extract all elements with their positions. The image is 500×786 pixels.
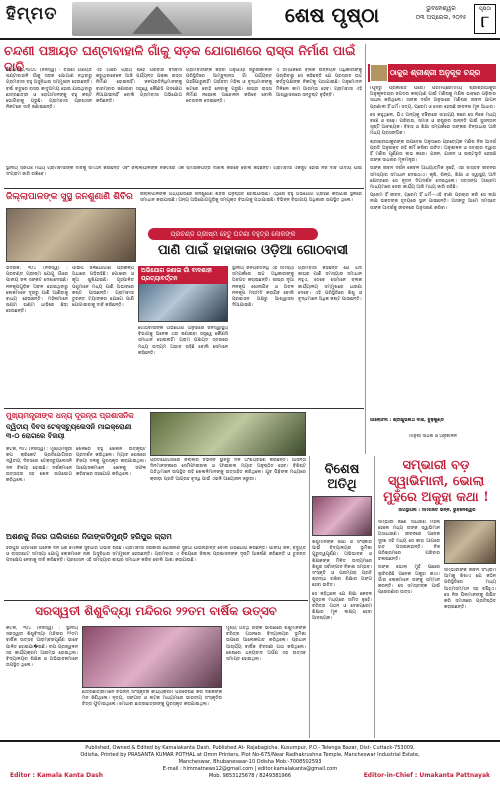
top-story-column-4: ଏ ସମ୍ପର୍କରେ ବ୍ଲକ ଉନ୍ନୟନ ଅଧିକାରୀଙ୍କୁ ପଚାରିବାରୁ ସେ କହିଛନ୍ତି ଯେ ପ୍ରସ୍ତାବ ଉଚ୍ଚ କର୍ତ୍ତୃପକ୍ଷଙ୍କ ନିକଟକୁ ପଠାଯାଇଛି। ଅନୁମୋଦନ ମିଳିଲେ କାମ ଆରମ୍ଭ ହେବ। ଗ୍ରାମବାସୀ ଏହି ଆଶ୍ୱାସନାରେ ସନ୍ତୁଷ୍ଟ ନୁହଁନ୍ତି। (276, 68, 362, 98)
mobile-line: Mob. 9853125678 / 8249381966 (208, 773, 292, 779)
page-number-box (474, 4, 496, 34)
top-story-continuation: ସ୍ଥାନୀୟ ସରପଞ୍ଚ ମଧ୍ୟ ଗ୍ରାମବାସୀଙ୍କ ଦାବିକୁ ସମର୍ଥନ କରିଛନ୍ତି ଏବଂ ଜିଲ୍ଲାପାଳଙ୍କ ନିକଟରେ ଏକ ସ୍ମାରକପତ୍ର ଦାଖଲ କରିବେ ବୋଲି କହିଛନ୍ତି। ଗ୍ରାମବାସୀ ଏକଜୁଟ ହୋଇ ନିଜ ଦାବି ଆଦାୟ ପାଇଁ ସଂଗ୍ରାମ ଜାରି ରଖିବେ। (6, 166, 362, 178)
school-story-column-2: ଛାତ୍ରଛାତ୍ରୀମାନେ ବିଭିନ୍ନ ସାଂସ୍କୃତିକ କାର୍ଯ୍ୟକ୍ରମ ପରିବେଷଣ କରି ଦର୍ଶକଙ୍କ ମନ ଜିଣିଥିଲେ। ନୃତ୍ୟ, ସଙ୍ଗୀତ ଓ ନାଟକ ମାଧ୍ୟମରେ ଭାରତୀୟ ସଂସ୍କୃତିର ଚିତ୍ର ଫୁଟାଇଥିଲେ। ମେଧାବୀ ଛାତ୍ରଛାତ୍ରୀଙ୍କୁ ପୁରସ୍କୃତ କରାଯାଇଥିଲା। (82, 690, 222, 708)
sidebar-body: (ପୂର୍ବରୁ ପ୍ରକାଶିତ ପରେ) ପରମପ୍ରେମମୟ ଶ୍ରୀଶ୍ରୀଠାକୁର ଅନୁକୂଳଚନ୍ଦ୍ର ଜଗତର କଲ୍ୟାଣ ପାଇଁ ମଣିଷକୁ ମଣିଷ ଭାବରେ ଗଢ଼ିବାର ସାଧନା କରିଥିଲେ। ତାଙ୍କ ଦର୍ଶନ ଅନୁସାରେ ମଣିଷର ଜୀବନ ଯାପନ ପ୍ରଣାଳୀ ହିଁ ଧର୍ମ। ସତ୍ୟ, ପ୍ରେମ ଓ ସେବା ହେଉଛି ଜୀବନର ମୂଳ ଆଧାର। ସେ କହୁଥିଲେ, ଯିଏ ଅନ୍ୟକୁ ବଞ୍ଚିବାରେ ସାହାଯ୍ୟ କରେ ସେ ନିଜେ ମଧ୍ୟ ବଞ୍ଚେ ଓ ବଢ଼େ। ପରିବାର, ସମାଜ ଓ ରାଷ୍ଟ୍ରର ଉନ୍ନତି ପାଇଁ ସୁସନ୍ତାନ ସୃଷ୍ଟି ଆବଶ୍ୟକ। ବିବାହ ଓ ଶିକ୍ଷା ସମ୍ପର୍କରେ ତାଙ୍କର ଚିନ୍ତାଧାରା ଆଜି ମଧ୍ୟ ପ୍ରାସଙ୍ଗିକ। ଶ୍ରୀଶ୍ରୀଠାକୁରଙ୍କ ଉପଦେଶ ଅନୁସାରେ ପ୍ରତ୍ୟେକ ମଣିଷ ନିଜ ଆଦର୍ଶ ପ୍ରତି ଅନୁରକ୍ତ ରହି କର୍ମ କରିବା ଉଚିତ। ଅନୁଶୀଳନ ଓ ସଦାଚାର ଦ୍ୱାରା ହିଁ ମଣିଷ ପୂର୍ଣ୍ଣତା ଲାଭ କରେ। ଯଜନ, ଯାଜନ ଓ ଇଷ୍ଟଭୃତି ହେଉଛି ତାଙ୍କ ସାଧନାର ମୂଳମନ୍ତ୍ର। ତାଙ୍କ ଜୀବନ ଦର୍ଶନ କେବଳ ଆଧ୍ୟାତ୍ମିକ ନୁହେଁ, ଏହା ବାସ୍ତବ ଜୀବନର ସମସ୍ୟାର ସମାଧାନ ଦେଇଥାଏ। କୃଷି, ଶିଳ୍ପ, ଶିକ୍ଷା ଓ ସ୍ୱାସ୍ଥ୍ୟ ଆଦି କ୍ଷେତ୍ରରେ ସେ ନୂତନ ଦିଗଦର୍ଶନ ଦେଇଥିଲେ। ସତ୍ସଙ୍ଗ ଆଶ୍ରମ ମାଧ୍ୟମରେ ସେବା କାର୍ଯ୍ୟ ଆଜି ମଧ୍ୟ ଜାରି ରହିଛି। ପ୍ରେମ ହିଁ ଜୀବନ, ପ୍ରେମ ହିଁ ଧର୍ମ—ଏହି ବାଣୀ ପ୍ରଚାର କରି ସେ ଲକ୍ଷ ଲକ୍ଷ ଭକ୍ତଙ୍କ ହୃଦୟରେ ସ୍ଥାନ ପାଇଛନ୍ତି। ଆସନ୍ତୁ ଆମେ ସମସ୍ତେ ତାଙ୍କ ଆଦର୍ଶକୁ ଜୀବନରେ ଅନୁସରଣ କରିବା। (370, 86, 496, 211)
school-story-column-3: ମୁଖ୍ୟ ଅତିଥି ତାଙ୍କ ଭାଷଣରେ ଶିଶୁମାନଙ୍କ ଚରିତ୍ର ଗଠନରେ ବିଦ୍ୟାଳୟର ଭୂମିକା ଉପରେ ଆଲୋକପାତ କରିଥିଲେ। ପ୍ରଧାନ ଆଚାର୍ଯ୍ୟ ବାର୍ଷିକ ବିବରଣୀ ପାଠ କରିଥିଲେ। ଶେଷରେ ଧନ୍ୟବାଦ ଅର୍ପଣ ସହ ଉତ୍ସବ ସମାପ୍ତ ହୋଇଥିଲା। (226, 626, 306, 663)
divider (4, 408, 364, 409)
feature-column-1: ସମ୍ଭାରୀ ଜଣେ ସାଧାରଣ ମହିଳା ହେଲେ ମଧ୍ୟ ତାଙ୍କ ସ୍ୱାଭିମାନ ଅସାଧାରଣ। ଜୀବନରେ ଅନେକ ଦୁଃଖ ସହି ମଧ୍ୟ ସେ କାହା ଆଗରେ ହାତ ପତାଇନାହାନ୍ତି। ନିଜ ପରିଶ୍ରମରେ ପରିବାର ଚଳାଇଛନ୍ତି। ତାଙ୍କ ଭୋଲା ମୁହଁ ପଛରେ ଲୁଚିରହିଛି ଅନେକ ଅକୁହା କଥା। ଗାଁର ଲୋକମାନେ ତାଙ୍କୁ ସମ୍ମାନ କରନ୍ତି। ସେ ସମସ୍ତଙ୍କ ପାଇଁ ପ୍ରେରଣାର ଉତ୍ସ। (378, 520, 440, 596)
email-line[interactable]: E-mail : himmatnews12@gmail.com | editor.kamalakanta@gmail.com (162, 766, 338, 772)
special-guest-heading[interactable]: ବିଶେଷ ଅତିଥି (324, 462, 360, 492)
publisher-line: Published, Owned & Edited by Kamalakanta Dash, Published At- Rajabagicha, Kusumpur, P.O.- Telenga Bazar, Dist- Cuttack-753009, Odisha, Printed by PRASANTA KUMAR POTHAL at Omm Printers, Plot No-675/Near Radhakrushna Temple, Mancheswar Industrial Estate, Mancheswar, Bhubaneswar-10 Odisha Mob:-7008502593 (80, 745, 420, 765)
feature-column-2: ସମ୍ଭାରୀଙ୍କ ଜୀବନ ସଂଗ୍ରାମ ଆମକୁ ଶିଖାଏ ଯେ କଠିନ ପରିସ୍ଥିତିରେ ମଧ୍ୟ ଆତ୍ମସମ୍ମାନ ସହ ବଞ୍ଚିହୁଏ। ସେ ନିଜ ପିଲାମାନଙ୍କୁ ଶିକ୍ଷିତ କରି ସମାଜରେ ପ୍ରତିଷ୍ଠିତ କରାଇଛନ୍ତି। (444, 568, 496, 611)
masthead-temple-illustration (72, 2, 252, 36)
newspaper-logo[interactable]: ହିମ୍ମତ (6, 4, 58, 24)
sidebar-title[interactable]: ଠାକୁର ଶ୍ରୀଶ୍ରୀ ଅନୁକୂଳ ଚନ୍ଦ୍ର (368, 64, 496, 82)
cm-story-column-1: କଟକ, ୩/୪ (ନିଜସ୍ୱ) : ମୁଖ୍ୟମନ୍ତ୍ରୀ କପ କ୍ରିକେଟ ପ୍ରତିଯୋଗିତାର ଦ୍ୱିତୀୟ ଦିବସରେ ଟେକ୍ସଚ୍ୟୁଲେସନି ଦଳ ବିଜୟୀ ହୋଇଛି। ଦର୍ଶକମାନେ ଉତ୍ସାହର ସହ ଖେଳ ଉପଭୋଗ କରିଥିଲେ। (6, 447, 72, 484)
cm-story-column-2: ଖେଳରେ ବହୁ ଖେଳାଳି ଉତ୍କୃଷ୍ଟ ପ୍ରଦର୍ଶନ କରିଥିଲେ। ମ୍ୟାଚ ଶେଷରେ ବିଜୟୀ ଦଳକୁ ପୁରସ୍କୃତ କରାଯାଇଥିଲା। ଆୟୋଜକମାନେ ଖେଳକୁ ସଫଳ କରିବାରେ ସହଯୋଗ କରିଥିଲେ। (76, 447, 146, 477)
sidebar-byline: ଆଲୋଚନା : ଶ୍ରୀଶୁଭନାଥ ଦାଶ, ବୁଢ଼ିକୁଣ୍ଡ (370, 418, 445, 423)
water-story-column-4: ସ୍ଥାନୀୟ ଜନପ୍ରତିନିଧି ଏହି ସମସ୍ୟା ସମ୍ପର୍କରେ ଉଚ୍ଚ ଅଧିକାରୀଙ୍କୁ ଅବଗତ କରାଇଛନ୍ତି। ଶୀଘ୍ର ନୂଆ ନଳକୂପ ଖୋଳାଯିବ ଓ ଅଚଳ ନଳକୂପ ମରାମତି କରାଯିବ ବୋଲି ପ୍ରଶାସନ ପକ୍ଷରୁ ଆଶ୍ୱାସନା ଦିଆଯାଇଛି। (232, 266, 294, 309)
camp-story-body: ଜିଲ୍ଲାପାଳଙ୍କ ଅଧ୍ୟକ୍ଷତାରେ ଜନଶୁଣାଣି ଶିବିର ଅନୁଷ୍ଠିତ ହୋଇଯାଇଛି। ଏଥିରେ ବହୁ ଅଭିଯୋଗ ଗ୍ରହଣ କରାଯାଇ ସ୍ଥଳରେ ସମାଧାନ କରାଯାଇଛି। ଅନ୍ୟ ଅଭିଯୋଗଗୁଡ଼ିକୁ ସମ୍ପୃକ୍ତ ବିଭାଗକୁ ପଠାଯାଇଛି। ବିଭିନ୍ନ ବିଭାଗୀୟ ଅଧିକାରୀ ଉପସ୍ଥିତ ଥିଲେ। (140, 192, 362, 204)
cm-story-subhead[interactable]: ଦ୍ୱିତୀୟ ଦିବସ ଟେକ୍ସଚ୍ୟୁଲେସନି ମାଇକ୍ରୋଣୀ ୩-୦ ରୋଗରେ ବିଜୟୀ (6, 423, 132, 440)
editor-label: Editor : Kamala Kanta Dash (10, 772, 104, 779)
water-story-column-2: ପାଇପ ଜଳଯୋଗାଣ ପ୍ରକଳ୍ପ ଅଧାରେ ପଡ଼ିରହିଛି। ପୋଖରୀ ଓ କୂଅ ଶୁଖିଯାଇଛି। ଗୃହପାଳିତ ପଶୁମାନେ ମଧ୍ୟ ପାଣି ଅଭାବରେ କଷ୍ଟ ପାଉଛନ୍ତି। ଗ୍ରାମବାସୀ ତୁରନ୍ତ ଟ୍ୟାଙ୍କର ଯୋଗେ ପାଣି ଯୋଗାଇବାକୁ ଦାବି କରିଛନ୍ତି। (72, 266, 134, 309)
top-story-column-2: ଏହି ଗାଁରେ ପ୍ରାୟ ଶହେ ପରିବାର ବସବାସ କରୁଥିବାବେଳେ ଆଜି ପର୍ଯ୍ୟନ୍ତ ପକ୍କା ରାସ୍ତା ନିର୍ମାଣ ହୋଇନାହିଁ। ଜନପ୍ରତିନିଧିମାନଙ୍କୁ ବାରମ୍ବାର ଜଣାଇବା ସତ୍ତ୍ୱେ କୌଣସି ପଦକ୍ଷେପ ନିଆଯାଇନାହିଁ ବୋଲି ଗ୍ରାମବାସୀ ଅଭିଯୋଗ କରିଛନ୍ତି। (96, 68, 182, 105)
camp-story-headline[interactable]: ଜିଲ୍ଲାପାଳଙ୍କ ସୁସ୍ଥ ଜନଶୁଣାଣି ଶିବିର (6, 192, 133, 202)
feature-headline[interactable]: ସମ୍ଭାରୀ ବଡ଼ ସ୍ୱାଭିମାନୀ, ଭୋଲା ମୁହଁରେ ଅକୁହା କଥା ! (383, 458, 489, 505)
camp-photo (6, 208, 136, 262)
top-story-column-3: ଗ୍ରାମବାସୀଙ୍କ କହିବା ଅନୁଯାୟୀ ଜରୁରୀକାଳୀନ ପରିସ୍ଥିତିରେ ଆମ୍ବୁଲାନ୍ସ ଗାଁ ପର୍ଯ୍ୟନ୍ତ ପହଞ୍ଚିପାରୁନାହିଁ। ଗର୍ଭବତୀ ମହିଳା ଓ ବୃଦ୍ଧମାନଙ୍କୁ ଖଟରେ ବୋହି ନେବାକୁ ପଡୁଛି। ଶୀଘ୍ର ରାସ୍ତା ନିର୍ମାଣ ନହେଲେ ଆନ୍ଦୋଳନ କରିବେ ବୋଲି ଚେତାବନୀ ଦେଇଛନ୍ତି। (186, 68, 272, 105)
top-story-headline[interactable]: ଚନ୍ଦଣୀ ପଞ୍ଚାୟତ ଘଣ୍ଟାବାହାଳି ଗାଁକୁ ସଡ଼କ ଯୋଗାଣରେ ରାସ୍ତା ନିର୍ମାଣ ପାଇଁ ଦାବି (4, 43, 356, 74)
page-number: ୮ (480, 12, 490, 31)
feature-byline: ଉପସ୍ଥାପନା : ସମରଜିତ ଭିନ୍ନ, ଭୁବନେଶ୍ୱର (398, 508, 476, 513)
village-story-headline[interactable]: ଅଶଣକୁ ନିଜର ତାଲିକାରେ ନିଜାଙ୍କଡିମୁଣ୍ଡି ହରିପୁର ଗ୍ରାମ (6, 532, 172, 541)
section-title: ଶେଷ ପୃଷ୍ଠା (284, 3, 380, 27)
water-story-column-5: ଗ୍ରାମବାସୀ କହିଛନ୍ତି ଯେ ଯଦି ଶୀଘ୍ର ପାଣି ସମସ୍ୟାର ସମାଧାନ ନହୁଏ, ତେବେ ସେମାନେ ବ୍ଲକ କାର୍ଯ୍ୟାଳୟ ସମ୍ମୁଖରେ ଧାରଣା ଦେବେ। ଏହି ପରିସ୍ଥିତିରେ ଶିଶୁ ଓ ବୃଦ୍ଧମାନେ ଅଧିକ କଷ୍ଟ ପାଉଛନ୍ତି। (298, 266, 362, 303)
editor-in-chief-label: Editor-in-Chief : Umakanta Pattnayak (363, 772, 490, 779)
masthead (0, 0, 500, 40)
sidebar-footnote: ମାନୁଷୀ ସାଧନା ଓ ଅନୁଶୀଳନ (408, 434, 458, 439)
column-divider (309, 456, 310, 738)
cm-story-column-3: ପ୍ରତିଯୋଗିତାରେ ଜିଲ୍ଲାର ବିଭିନ୍ନ ସ୍ଥାନରୁ ଦଳ ଅଂଶଗ୍ରହଣ କରିଛନ୍ତି। ଆସନ୍ତା ଦିନମାନଙ୍କରେ ସେମିଫାଇନାଲ ଓ ଫାଇନାଲ ମ୍ୟାଚ ଅନୁଷ୍ଠିତ ହେବ। ବିଶିଷ୍ଟ ଅତିଥିମାନେ ଉପସ୍ଥିତ ରହି ଖେଳାଳିମାନଙ୍କୁ ଉତ୍ସାହିତ କରିଥିଲେ। ଯୁବ ପିଢ଼ିଙ୍କ ମଧ୍ୟରେ କ୍ରୀଡ଼ା ପ୍ରତି ଆଗ୍ରହ ବୃଦ୍ଧି ପାଇଁ ଏଭଳି ଆୟୋଜନ ଜରୁରୀ। (150, 458, 306, 482)
water-photo-caption: ଅଭିଯୋଗ ଜଣାଇ ଗାଁ ବାଦଶାହୀ ପ୍ରତ୍ୟାବର୍ତ୍ତନ (138, 266, 228, 284)
page-label: ପୃଷ୍ଠା (479, 6, 491, 12)
portrait-icon (370, 64, 388, 82)
date-box (410, 4, 472, 22)
date-city: ଭୁବନେଶ୍ୱର (426, 5, 456, 12)
top-story-column-1: ଭୋଗରାଇ,୩/୦୪ (ନିଜସ୍ୱ) : ଚନ୍ଦଣୀ ପଞ୍ଚାୟତ ଘଣ୍ଟାବାହାଳି ଗାଁକୁ ସଡ଼କ ଯୋଗାଣ ନଥିବାରୁ ଗ୍ରାମବାସୀ ବହୁ ଅସୁବିଧାର ସମ୍ମୁଖୀନ ହେଉଛନ୍ତି। ବର୍ଷା ଋତୁରେ ରାସ୍ତା କାଦୁଅମୟ ହୋଇ ଯାଉଥିବାରୁ ଛାତ୍ରଛାତ୍ରୀ ଓ ରୋଗୀମାନଙ୍କୁ ବହୁ କଷ୍ଟ ଭୋଗିବାକୁ ପଡୁଛି। ଗ୍ରାମବାସୀ ପ୍ରଶାସନ ନିକଟରେ ଦାବି ଜଣାଇଛନ୍ତି। (6, 68, 92, 111)
water-story-column-1: ଭଦ୍ରକ, ୩/୪ (ନିଜସ୍ୱ) : ପ୍ରଚଣ୍ଡ ଗ୍ରୀଷ୍ମ ଯୋଗୁ ଗାଁରେ ପାନୀୟ ଜଳ ସଙ୍କଟ ଦେଖାଦେଇଛି। ନଳକୂପଗୁଡ଼ିକ ଅଚଳ ହୋଇଥିବାରୁ ଲୋକମାନେ ଦୂରରୁ ପାଣି ଆଣିବାକୁ ବାଧ୍ୟ ହେଉଛନ୍ତି। ମହିଳାମାନେ ଘଣ୍ଟା ଘଣ୍ଟା ଧାଡ଼ିରେ ଛିଡ଼ା ହେଉଛନ୍ତି। (6, 266, 68, 315)
cricket-photo (150, 412, 306, 456)
date-value: ୦୩ ଅପ୍ରେଲ, ୨୦୨୫ (415, 14, 467, 21)
village-story-body: ହରିପୁର ଗ୍ରାମରେ ଅନେକ ଦିନ ଧରି ମୌଳିକ ସୁବିଧାର ଅଭାବ ରହିଛି। ଗ୍ରାମବାସୀ ସରକାରୀ ଯୋଜନାର ସୁବିଧା ପାଉନାହାନ୍ତି ବୋଲି ଅଭିଯୋଗ କରିଛନ୍ତି। ପାନୀୟ ଜଳ, ବିଦ୍ୟୁତ୍ ଓ ରାସ୍ତାଘାଟ ସମସ୍ୟା ଯୋଗୁ ଲୋକମାନେ ନାନା ଅସୁବିଧାର ସମ୍ମୁଖୀନ ହେଉଛନ୍ତି। ଗ୍ରାମବାସୀ ଏ ବିଷୟରେ ଜିଲ୍ଲା ପ୍ରଶାସନଙ୍କ ଦୃଷ୍ଟି ଆକର୍ଷଣ କରିଛନ୍ତି ଓ ତୁରନ୍ତ ପଦକ୍ଷେପ ନେବାକୁ ଦାବି କରିଛନ୍ତି। ପ୍ରଶାସନ ଏହି ସମସ୍ୟାର ଶୀଘ୍ର ସମାଧାନ କରିବ ବୋଲି ଆଶା କରାଯାଉଛି। (6, 546, 306, 564)
footer (0, 740, 500, 786)
water-story-headline[interactable]: ପାଣି ପାଇଁ ହାହାକାର ଓଡ଼ିଆ ଗୋଠବାସୀ (157, 243, 349, 258)
school-story-headline[interactable]: ସରସ୍ୱତୀ ଶିଶୁବିଦ୍ୟା ମନ୍ଦିରର ୨୨ତମ ବାର୍ଷିକ ଉତ୍ସବ (35, 604, 277, 618)
divider (4, 600, 308, 601)
school-event-photo (82, 626, 222, 688)
school-story-column-1: କଟକ, ୩/୪ (ନିଜସ୍ୱ) : ସ୍ଥାନୀୟ ସରସ୍ୱତୀ ଶିଶୁବିଦ୍ୟା ମନ୍ଦିରର ୨୨ତମ ବାର୍ଷିକ ଉତ୍ସବ ଆଡ଼ମ୍ବରପୂର୍ଣ୍ଣ ଭାବେ ପାଳିତ ହୋଇଯା�ଇଛି। ଦୀପ ପ୍ରଜ୍ୱଳନ ସହ କାର୍ଯ୍ୟକ୍ରମ ଆରମ୍ଭ ହୋଇଥିଲା। ବିଦ୍ୟାଳୟର ଶିକ୍ଷକ ଓ ଅଭିଭାବକମାନେ ଉପସ୍ଥିତ ଥିଲେ। (6, 626, 78, 669)
guest-photo (312, 496, 372, 536)
cm-story-headline[interactable]: ମୁଖ୍ୟମନ୍ତ୍ରୀଙ୍କ ଧନ୍ୟ ଦୂରନ୍ତା ପ୍ରଶାସନିକ (6, 411, 134, 420)
banner-pill: ପ୍ରଚଣ୍ଡ ଗ୍ରୀଷ୍ମ ହେତୁ ଘଟଣା ବହୁତ୍ର ଲୋକଙ୍କ (148, 228, 318, 240)
special-guest-body: ଶିଶୁମାନଙ୍କ ଶିକ୍ଷା ଓ ସଂସ୍କାର ପାଇଁ ବିଦ୍ୟାଳୟର ଭୂମିକା ଗୁରୁତ୍ୱପୂର୍ଣ୍ଣ। ଅଭିଭାବକ ଓ ଶିକ୍ଷକଙ୍କ ମିଳିତ ଉଦ୍ୟମରେ ଶିଶୁର ସର୍ବାଙ୍ଗୀନ ବିକାଶ ସମ୍ଭବ। ସଂସ୍କୃତି ଓ ପରମ୍ପରା ପ୍ରତି ଶ୍ରଦ୍ଧା ରଖିବା ଶିକ୍ଷାର ଅଙ୍ଗ ହେବା ଉଚିତ। ସେ କହିଥିଲେ ଯେ ଶିକ୍ଷା କେବଳ ପୁସ୍ତକ ମଧ୍ୟରେ ସୀମିତ ନୁହେଁ। ଚରିତ୍ର ଗଠନ ଓ ଦେଶପ୍ରେମ ଶିକ୍ଷାର ମୂଳ ଲକ୍ଷ୍ୟ ହେବା ଆବଶ୍ୟକ। (312, 540, 372, 622)
divider (4, 188, 364, 189)
water-story-column-3: ଗୋଠବାସୀଙ୍କ ଅଭିଯୋଗ ଅନୁସାରେ ଜନସ୍ୱାସ୍ଥ୍ୟ ବିଭାଗକୁ ଅନେକ ଥର ଜଣାଇବା ସତ୍ତ୍ୱେ କୌଣସି ସମାଧାନ ହୋଇନାହିଁ। ଗ୍ରାମ ପଞ୍ଚାୟତ ସ୍ତରରେ ମଧ୍ୟ ଉଦ୍ୟମ ଅଭାବ ରହିଛି ବୋଲି ସେମାନେ କହିଛନ୍ତି। (138, 326, 228, 356)
feature-photo (444, 520, 496, 564)
column-divider (374, 456, 375, 738)
